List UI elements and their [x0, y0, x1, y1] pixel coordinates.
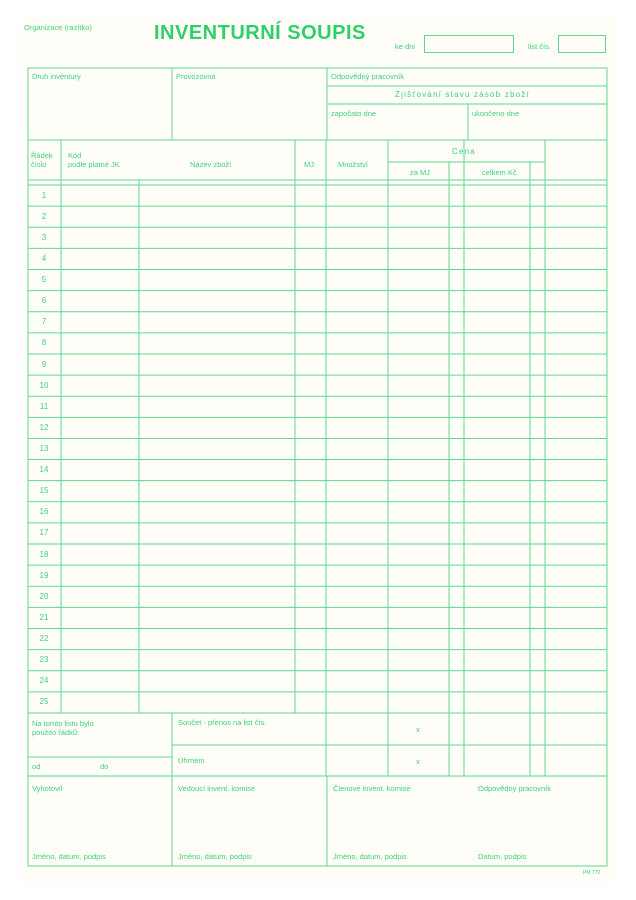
row-number: 24 — [39, 676, 49, 686]
na-tomto-listu-line2: použito řádků: — [32, 728, 80, 737]
row-number: 13 — [39, 444, 49, 453]
signature-line-vedouci: Jméno, datum, podpis — [178, 852, 252, 861]
zapocato-label: započato dne — [331, 109, 377, 118]
list-number-label: list čís. — [528, 42, 551, 51]
row-number: 16 — [39, 507, 49, 517]
row-number: 3 — [41, 232, 47, 242]
col-radek-line1: Řádek — [31, 151, 53, 160]
row-number: 10 — [39, 380, 49, 390]
col-radek-line2: číslo — [31, 160, 47, 169]
row-number: 18 — [39, 549, 49, 559]
row-number: 4 — [41, 253, 47, 263]
ke-dni-label: ke dni — [395, 42, 416, 51]
col-mj: MJ — [304, 160, 314, 169]
row-number: 14 — [39, 465, 49, 475]
col-cena: Cena — [452, 147, 476, 156]
vedouci-komise-label: Vedoucí invent. komise — [178, 784, 256, 793]
col-kod-line2: podle platné JK — [68, 160, 120, 169]
odpovedny-pracovnik-sign-label: Odpovědný pracovník — [478, 784, 551, 793]
uhrnem-label: Úhrnem — [178, 756, 205, 765]
vyhotovil-label: Vyhotovil — [32, 784, 63, 793]
row-number: 5 — [41, 275, 47, 285]
signature-line-clenove: Jméno, datum, podpis — [333, 852, 407, 861]
row-number: 6 — [41, 296, 47, 306]
list-number-field[interactable] — [558, 35, 606, 53]
signature-line-odpovedny: Datum, podpis — [478, 852, 527, 861]
do-label: do — [100, 762, 109, 771]
col-kod-line1: Kód — [68, 151, 82, 160]
od-label: od — [32, 762, 41, 771]
na-tomto-listu-line1: Na tomto listu bylo — [32, 719, 94, 728]
soucet-prenos-label: Součet - přenos na list čís. — [178, 718, 267, 727]
col-nazev-zbozi: Název zboží — [190, 160, 232, 169]
signature-line-vyhotovil: Jméno, datum, podpis — [32, 852, 106, 861]
col-za-mj: za MJ — [410, 168, 431, 177]
row-number: 21 — [39, 612, 49, 622]
row-number: 11 — [39, 401, 49, 411]
col-mnozstvi: Množství — [338, 160, 369, 169]
row-number: 15 — [39, 486, 49, 496]
uhrnem-x-mark: x — [416, 757, 420, 766]
odpovedny-pracovnik-label: Odpovědný pracovník — [331, 72, 404, 81]
col-celkem-kc: celkem Kč — [482, 168, 517, 177]
row-number: 20 — [39, 591, 49, 601]
row-number: 23 — [39, 655, 49, 665]
form-title: INVENTURNÍ SOUPIS — [154, 22, 366, 44]
row-number: 2 — [41, 211, 47, 221]
clenove-komise-label: Členové invent. komise — [333, 784, 411, 793]
row-number: 12 — [39, 422, 49, 432]
provozovna-label: Provozovna — [176, 72, 216, 81]
organization-stamp-label: Organizace (razítko) — [24, 23, 92, 32]
form-code: PM 772 — [583, 870, 601, 876]
zjistovani-heading: Zjišťování stavu zásob zboží — [395, 90, 530, 99]
druh-inventury-label: Druh inventury — [32, 72, 81, 81]
soucet-x-mark: x — [416, 725, 420, 734]
row-number: 19 — [39, 570, 49, 580]
row-number: 25 — [39, 697, 49, 707]
ke-dni-field[interactable] — [424, 35, 514, 53]
row-number: 9 — [41, 359, 47, 369]
row-number: 1 — [41, 190, 47, 200]
row-number: 8 — [41, 338, 47, 348]
row-number: 22 — [39, 634, 49, 644]
ukonceno-label: ukončeno dne — [472, 109, 520, 118]
row-number: 7 — [41, 317, 47, 327]
row-number: 17 — [39, 528, 49, 538]
